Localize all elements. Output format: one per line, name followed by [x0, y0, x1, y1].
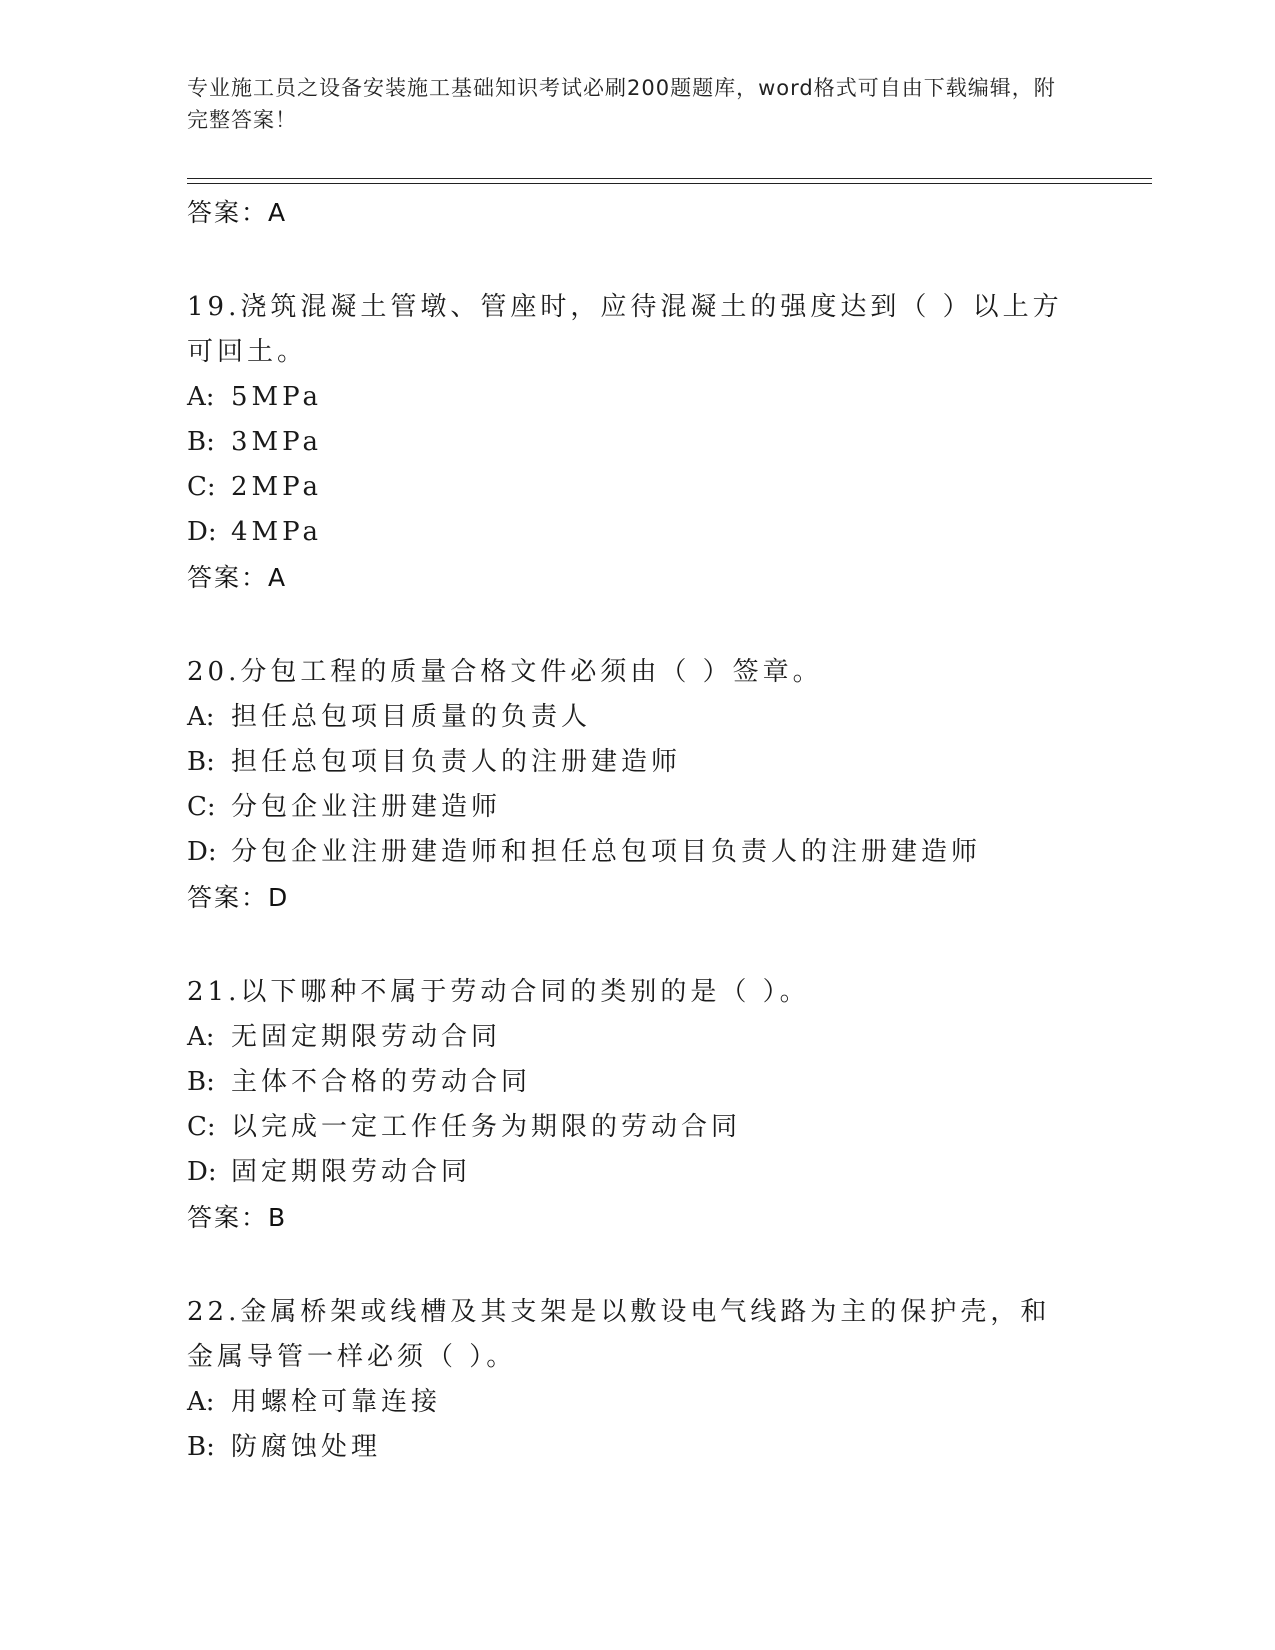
header-divider-bottom [187, 183, 1152, 184]
option-a: A: 无固定期限劳动合同 [187, 1022, 502, 1052]
answer-value: A [268, 198, 286, 227]
question-list [187, 190, 1152, 1470]
question-22 [187, 1290, 1152, 1470]
option-d: D: 分包企业注册建造师和担任总包项目负责人的注册建造师 [187, 837, 982, 867]
answer-value: B [268, 1203, 286, 1232]
answer-line [187, 555, 1152, 600]
question-text: 20.分包工程的质量合格文件必须由（ ）签章。 [187, 657, 823, 687]
option-c: C: 2MPa [187, 472, 322, 502]
option-b: B: 担任总包项目负责人的注册建造师 [187, 747, 682, 777]
question-text: 22.金属桥架或线槽及其支架是以敷设电气线路为主的保护壳，和金属导管一样必须（ ）。 [187, 1297, 1051, 1372]
question-21 [187, 970, 1152, 1240]
answer-line [187, 190, 1152, 235]
answer-value: A [268, 563, 286, 592]
option-c: C: 以完成一定工作任务为期限的劳动合同 [187, 1112, 742, 1142]
question-19 [187, 285, 1152, 600]
option-c: C: 分包企业注册建造师 [187, 792, 502, 822]
answer-value: D [268, 883, 288, 912]
answer-label: 答案： [187, 883, 269, 912]
option-b: B: 防腐蚀处理 [187, 1432, 382, 1462]
answer-line [187, 1195, 1152, 1240]
option-a: A: 用螺栓可靠连接 [187, 1387, 442, 1417]
answer-line [187, 875, 1152, 920]
document-header: 专业施工员之设备安装施工基础知识考试必刷200题题库，word格式可自由下载编辑，附完整答案！ [187, 76, 1056, 132]
option-a: A: 担任总包项目质量的负责人 [187, 702, 592, 732]
question-text: 21.以下哪种不属于劳动合同的类别的是（ ）。 [187, 977, 810, 1007]
option-d: D: 固定期限劳动合同 [187, 1157, 472, 1187]
answer-label: 答案： [187, 1203, 269, 1232]
question-20 [187, 650, 1152, 920]
header-divider-top [187, 178, 1152, 179]
option-b: B: 3MPa [187, 427, 322, 457]
option-d: D: 4MPa [187, 517, 322, 547]
answer-label: 答案： [187, 198, 269, 227]
question-text: 19.浇筑混凝土管墩、管座时，应待混凝土的强度达到（ ）以上方可回土。 [187, 292, 1063, 367]
option-b: B: 主体不合格的劳动合同 [187, 1067, 532, 1097]
answer-label: 答案： [187, 563, 269, 592]
option-a: A: 5MPa [187, 382, 322, 412]
